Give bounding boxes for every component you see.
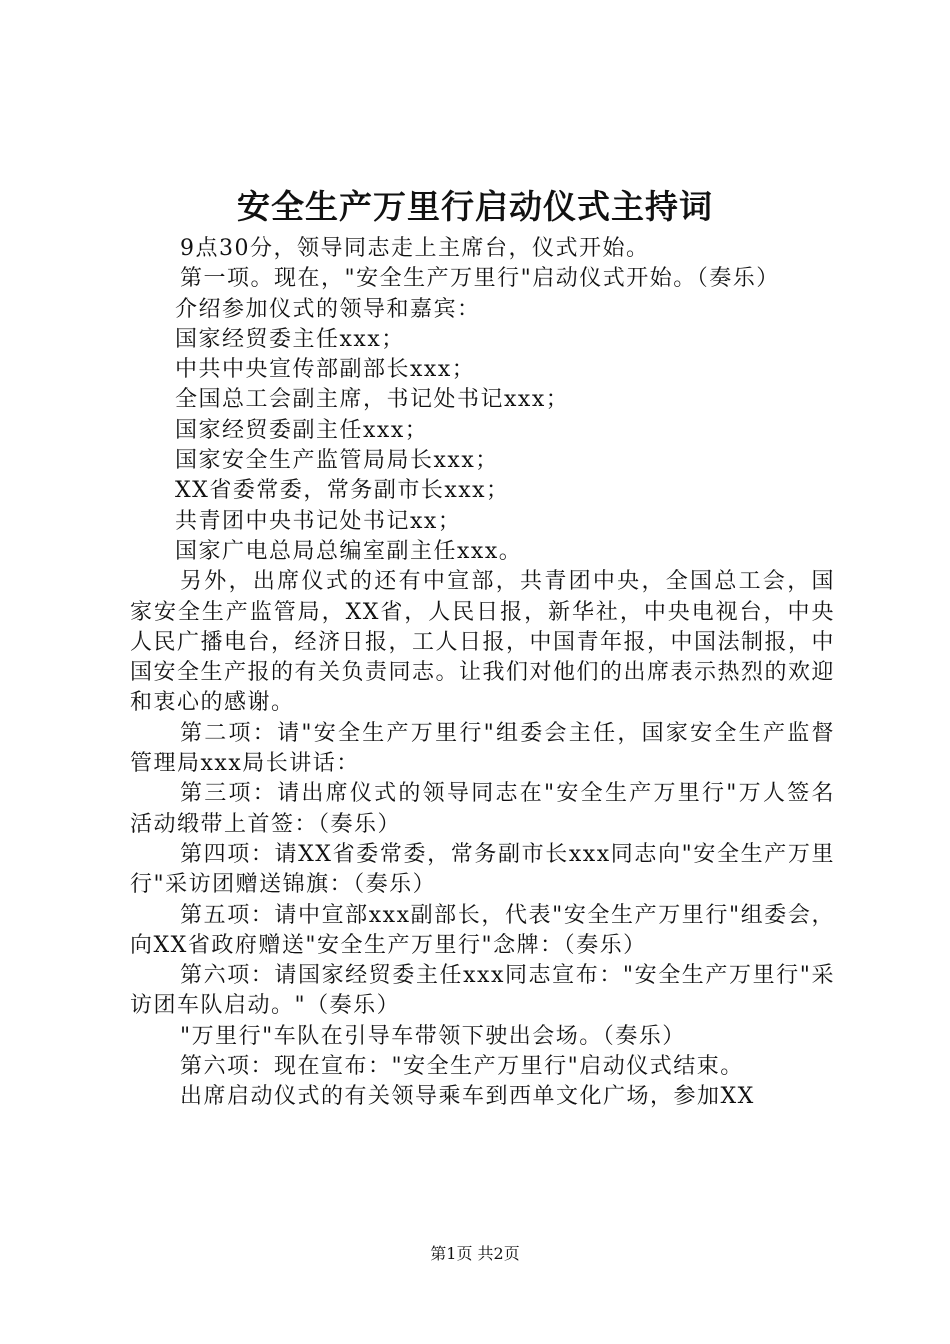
document-title: 安全生产万里行启动仪式主持词: [237, 187, 713, 226]
paragraph: 中共中央宣传部副部长xxx；: [175, 357, 476, 383]
paragraph: "万里行"车队在引导车带领下驶出会场。（奏乐）: [180, 1023, 686, 1049]
paragraph: 国家经贸委副主任xxx；: [175, 417, 429, 443]
paragraph: 国家广电总局总编室副主任xxx。: [175, 538, 523, 564]
paragraph: 全国总工会副主席，书记处书记xxx；: [175, 387, 570, 413]
document-body: [130, 234, 835, 1113]
paragraph: 第六项：现在宣布："安全生产万里行"启动仪式结束。: [180, 1054, 744, 1080]
paragraph: 第一项。现在，"安全生产万里行"启动仪式开始。（奏乐）: [180, 266, 780, 292]
paragraph: XX省委常委，常务副市长xxx；: [175, 478, 510, 504]
paragraph: 国家经贸委主任xxx；: [175, 326, 405, 352]
paragraph: 第二项：请"安全生产万里行"组委会主任，国家安全生产监督管理局xxx局长讲话：: [130, 720, 835, 777]
paragraph: 第三项：请出席仪式的领导同志在"安全生产万里行"万人签名活动缎带上首签：（奏乐）: [130, 781, 835, 837]
paragraph: 另外，出席仪式的还有中宣部，共青团中央，全国总工会，国家安全生产监管局，XX省，人民日报，新华社，中央电视台，中央人民广播电台，经济日报，工人日报，中国青年报，中国法制报，中国安全生产报的有关负责同志。让我们对他们的出席表示热烈的欢迎和衷心的感谢。: [130, 569, 836, 716]
paragraph: 第五项：请中宣部xxx副部长，代表"安全生产万里行"组委会，向XX省政府赠送"安全生产万里行"念牌：（奏乐）: [130, 902, 835, 958]
paragraph: 介绍参加仪式的领导和嘉宾：: [175, 296, 481, 322]
paragraph: 第六项：请国家经贸委主任xxx同志宣布："安全生产万里行"采访团车队启动。"（奏乐）: [130, 963, 835, 1019]
paragraph: 共青团中央书记处书记xx；: [175, 508, 462, 534]
paragraph: 出席启动仪式的有关领导乘车到西单文化广场，参加XX: [180, 1084, 755, 1110]
paragraph: 国家安全生产监管局局长xxx；: [175, 448, 499, 474]
paragraph: 第四项：请XX省委常委，常务副市长xxx同志向"安全生产万里行"采访团赠送锦旗：（奏乐）: [130, 841, 835, 898]
paragraph: 9点30分，领导同志走上主席台，仪式开始。: [180, 236, 650, 261]
page-footer: 第1页 共2页: [430, 1244, 520, 1263]
